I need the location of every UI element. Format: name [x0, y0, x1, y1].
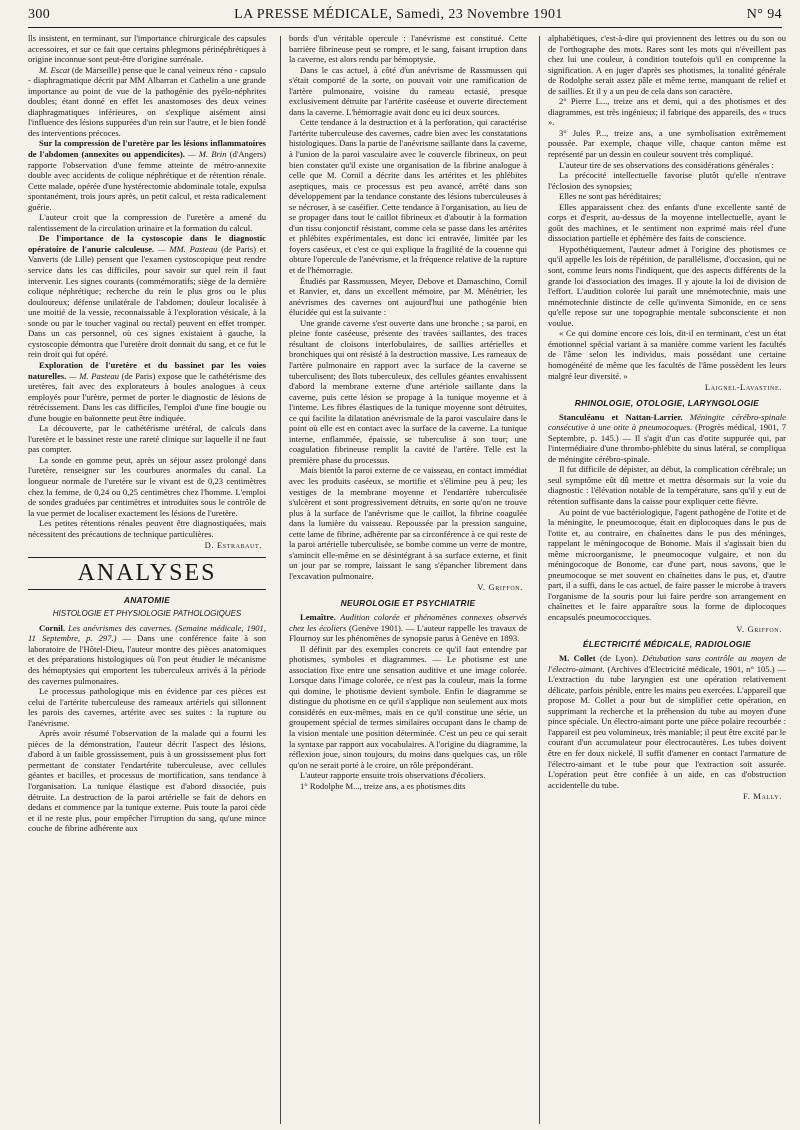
column-right — [548, 33, 786, 1125]
paragraph: Dans le cas actuel, à côté d'un anévrisme de Rassmussen qui s'était comporté de la sorte, on pouvait voir une ramification de l'artère pulmonaire, voisine du rameau ectasié, presque exclusivement détruite par l'artérite caséeuse et ouverte directement dans la caverne. L'hémorragie avait donc eu ici deux sources. — [289, 64, 527, 117]
signature: Laignel-Lavastine. — [704, 382, 782, 393]
paragraph: « Ce qui domine encore ces lois, dit-il en terminant, c'est un état émotionnel spécial variant à sa manière comme varient les facultés de l'âme selon les individus, mais possédant une certaine homogénéité de même que les facultés de l'âme possèdent les leurs malgré leur diversité. » — [548, 328, 786, 381]
paragraph-text: (de Paris) expose que le cathétérisme des uretères, fait avec des explorateurs à boules analogues à ceux employés pour l'urètre, permet de porter le diagnostic de lésions de rétrécissement. Dans les cas difficiles, l'emploi d'une fine bougie ou d'une bougie en baïonnette peut être indiquée. — [28, 370, 266, 423]
author-city: (de Lyon). — [599, 653, 638, 664]
paragraph — [548, 412, 786, 465]
author-name: — M. Brin — [188, 149, 227, 160]
paragraph: Hypothétiquement, l'auteur admet à l'origine des photismes ce qu'il appelle les lois de répétition, de parallélisme, d'occasion, qui ne sont, comme leurs noms l'indiquent, que des aspects différents de la grande loi d'association des images. Il y ajoute la loi de division de l'effort. L'audition colorée lui paraît une mnémotechnie, mais une mnémotechnie distincte de celle qu'inventa Simonide, en ce sens qu'elle repose sur une topographie mentale subconsciente et non voulue. — [548, 243, 786, 328]
author-name: Stanculéanu et Nattan-Larrier. — [559, 411, 683, 422]
paragraph-text: (de Marseille) pense que le canal veineux réno - capsulo - diaphragmatique décrit par MM Albarran et Cathelin a une grande importance au point de vue de la pathogénie des pyélo-néphrites doubles; étant donné en effet les anastomoses des deux veines diaphragmatiques inférieures, on s'explique aisément ainsi l'influence des lésions suppurées d'un rein sur l'autre, et le bien fondé des interventions précoces. — [28, 64, 266, 138]
paragraph: alphabétiques, c'est-à-dire qui proviennent des lettres ou du son ou de l'orthographe des mots. Rares sont les mots qui n'éveillent pas chez lui une couleur, à condition toutefois qu'il en comprenne la signification. A en juger d'après ses photismes, la tonalité générale de Rodolphe serait assez pâle et même terne, manquant de relief et de saillies. Et il y a un peu de cela dans son caractère. — [548, 33, 786, 96]
communication-title: Sur la compression de l'uretère par les lésions inflammatoires de l'abdomen (annexites ou appendicites). — [28, 138, 266, 160]
author-name: — MM. Pasteau — [157, 243, 218, 254]
signature: V. Griffon. — [477, 582, 523, 593]
article-title: Détubation sans contrôle au moyen de l'électro-aimant. — [548, 653, 786, 674]
paragraph: bords d'un véritable opercule : l'anévrisme est constitué. Cette barrière fibrineuse peut se rompre, et le sang, faisant irruption dans la caverne, est alors rendu par hémoptysie. — [289, 33, 527, 65]
paragraph: Elles ne sont pas héréditaires; — [559, 191, 662, 202]
paragraph: lls insistent, en terminant, sur l'importance chirurgicale des capsules accessoires, et sur ce fait que certains phlegmons périnéphrétiques à origine inconnue sont peut-être d'origine surrénale. — [28, 33, 266, 65]
page-header — [28, 4, 782, 26]
paragraph: Les petites rétentions rénales peuvent être diagnostiquées, mais nécessitent des précautions de technique particulières. — [28, 518, 266, 539]
article-title: Les anévrismes des cavernes. (Semaine médicale, 1901, 11 Septembre, p. 297.) — [28, 622, 266, 644]
section-heading: RHINOLOGIE, OTOLOGIE, LARYNGOLOGIE — [574, 397, 760, 408]
paragraph-text: (Progrès médical, 1901, 7 Septembre, p. 145.) — Il s'agit d'un cas d'otite suppurée qui, par l'intermédiaire d'une thrombo-phlébite du sinus latéral, se compliqua de méningite cérébro-spinale. — [548, 422, 786, 464]
paragraph: 2° Pierre L..., treize ans et demi, qui a des photismes et des diagrammes, est très ingénieux; il fabrique des appareils, des « trucs ». — [548, 96, 786, 128]
paragraph: Une grande caverne s'est ouverte dans une bronche ; sa paroi, en pleine fonte caséeuse, présente des travées saillantes, des traces résultant de cloisons interlobulaires, de saillies artérielles et bronchiques qui ont résisté à la destruction massive. Les rameaux de l'artère pulmonaire en rapport avec la surface de la caverne se tuberculisent; des îlots tuberculeux, des cellules géantes envahissent d'abord la membrane externe d'une artériole saillante dans la caverne, puis cette lésion se propage à la tunique moyenne et à l'interne. Les fibres élastiques de la tunique moyenne sont détruites, ce qui facilite la dilatation anévrismale de la paroi vasculaire dans le point où elle est en contact avec la surface de la caverne. La tunique interne, enflammée, épaissie, se tuberculise à son tour; une coagulation fibrineuse remplit la cavité de l'artère. Telle est la première phase du processus. — [289, 317, 527, 465]
paragraph: 3° Jules P..., treize ans, a une symbolisation extrêmement poussée. Par exemple, chaque ville, chaque canton même est représenté par un dessin en couleur souvent très compliqué. — [548, 127, 786, 160]
signature: F. Mally. — [743, 791, 782, 802]
paragraph: Après avoir résumé l'observation de la malade qui a fourni les pièces de la démonstration, l'auteur décrit l'aspect des lésions, d'abord à un faible grossissement, puis à un grossissement plus fort permettant de constater l'endartérite tuberculeuse, avec cellules géantes et bacilles, et processus de mortification, sans tendance à l'organisation. La tunique élastique est d'abord dissociée, puis détruite. La destruction de la paroi artérielle se fait de dehors en dedans et commence par la tunique externe. Puis toute la paroi cède et il ne reste plus, pour empêcher l'irruption du sang, qu'une mince couche de fibrine adhérente aux — [28, 728, 266, 834]
paragraph-text: (Archives d'Electricité médicale, 1901, n° 105.) — L'extraction du tube laryngien est une opération relativement délicate, parfois pénible, entre les mains peu exercées. L'appareil que propose M. Collet a pour but de simplifier cette opération, en supprimant la recherche et la préhension du tube au moyen d'une pince spéciale. Un électro-aimant porte une pièce polaire recourbée : l'appareil est peu volumineux, très maniable; il peut être excité par le courant d'un accumulateur pour électrocautères. Les tubes doivent être en fer doux nickelé. Il suffit d'amener en contact l'armature de l'électro-aimant et le tube pour que l'extraction soit assurée. L'opération peut être confiée à un aide, en cas d'obstruction accidentelle du tube. — [548, 663, 786, 790]
author-name: M. Escat — [39, 64, 70, 75]
column-divider — [539, 36, 540, 1124]
paragraph: Cette tendance à la destruction et à la perforation, qui caractérise l'artérite tuberculeuse des cavernes, cadre bien avec les constatations histologiques. Dans la partie de l'anévrisme saillante dans la caverne, à l'union de la paroi vasculaire avec le couvercle fibrineux, on peut bien constater qu'il existe une organisation de la fibrine analogue à celle que M. Cornil a décrite dans les artérites et les phlébites aseptiques, mais ce processus est peu avancé, arrêté dans son développement par la tendance constante des lésions tuberculeuses à se nécroser, à se caséifier. Cette tendance à l'organisation, au lieu de se propager dans tout le caillot fibrineux et d'aboutir à la formation d'un tissu conjonctif résistant, comme cela se passe dans les artérites et phlébites expérimentales, est donc ici entravée, limitée par les foyers caséeux, et c'est ce qui explique la fragilité de la couenne qui obture l'opercule de l'anévrisme, et la fréquence relative de la rupture et de l'hémorragie. — [289, 117, 527, 276]
section-subheading: HISTOLOGIE ET PHYSIOLOGIE PATHOLOGIQUES — [52, 608, 242, 618]
signature: D. Estrabaut. — [204, 540, 262, 551]
paragraph — [28, 138, 266, 212]
paragraph — [289, 612, 527, 644]
paragraph — [28, 65, 266, 139]
paragraph: Il fut difficile de dépister, au début, la complication cérébrale; un seul symptôme eût dû mettre et mettra désormais sur la voie du diagnostic : l'élévation notable de la température, sans qu'il y eut de rétention suffisante dans la caisse pour expliquer cette fièvre. — [548, 464, 786, 506]
article-title: Méningite cérébro-spinale consécutive à une otite à pneumocoques. — [548, 411, 786, 433]
paragraph: La sonde en gomme peut, après un séjour assez prolongé dans l'uretère, renseigner sur les courbures anormales du canal. La longueur normale de l'uretère sur le vivant est de 0,23 centimètres chez la femme, de 0,24 ou 0,25 centimètres chez l'homme. L'emploi de sondes graduées par centimètres et introduites sous le contrôle de la vue permet de localiser exactement les lésions de l'uretère. — [28, 454, 266, 518]
paragraph — [28, 623, 266, 686]
section-heading: ANATOMIE — [123, 594, 171, 605]
paragraph-text: (d'Angers) rapporte l'observation d'une femme atteinte de métro-annexite double avec accidents de colique néphrétique et de rétention rénale. Cette malade, opérée d'une hystérectomie abdominale totale, expulsa spontanément, trois jours après, un petit calcul, et resta radicalement guérie. — [28, 149, 266, 212]
paragraph-text: (de Paris) et Vanverts (de Lille) pensent que l'examen cystoscopique peut rendre service dans les cas difficiles, pour savoir sur quel rein il faut intervenir. Les signes courants (commémoratifs; siège de la dernière colique néphrétique; recherche du rein le plus gros ou le plus douloureux; défense unilatérale de l'abdomen; douleur localisée à une moitié de la vessie, reconnaissable à l'exploration vésicale, à la sonde ou par le toucher vaginal ou rectal) peuvent en effet tromper. Dans un cas personnel, où ces signes existaient à gauche, la cystoscopie démontra que l'uretère droit donnait du sang, et ce fut le rein droit qui fut opéré. — [28, 243, 266, 360]
paragraph: Elles apparaissent chez des enfants d'une excellente santé de corps et d'esprit, au-dessus de la moyenne intellectuelle, ayant le goût des machines, et le sentiment non exprimé mais réel d'une dissociation partielle et éphémère des faits de conscience. — [548, 201, 786, 244]
article-title: Audition colorée et phénomènes connexes observés chez les écoliers — [289, 611, 527, 633]
paragraph: 1° Rodolphe M..., treize ans, a es photismes dits — [300, 780, 466, 791]
column-left — [28, 33, 266, 1125]
signature: V. Griffon. — [736, 623, 782, 634]
author-name: Cornil. — [39, 622, 66, 633]
column-middle — [289, 33, 527, 1125]
section-heading: NEUROLOGIE ET PSYCHIATRIE — [340, 597, 476, 608]
paragraph: Au point de vue bactériologique, l'agent pathogène de l'otite et de la méningite, le pneumocoque, était en diplocoques dans le pus de l'otite et, au contraire, en chaînettes dans le pus des méninges, rappelant le méningocoque de Bonome. Mais il s'agissait bien du même microorganisme, le pneumocoque vulgaire, et non du méningocoque de Bonome, car d'une part, nous savons, que le pneumocoque se met souvent en chaînettes dans le pus, et, d'autre part, il a suffi, dans le cas actuel, de faire passer le microbe à travers l'organisme de la souris pour lui faire perdre son arrangement en chaînettes et le faire apparaître sous la forme de diplocoques encapsulés pneumococciques. — [548, 506, 786, 622]
paragraph: Mais bientôt la paroi externe de ce vaisseau, en contact immédiat avec les produits caséeux, se mortifie et s'élimine peu à peu; les vestiges de la membrane moyenne et l'endartère tuberculisée s'ulcèrent et sont progressivement détruits, en sorte qu'on ne trouve plus à la surface de l'anévrisme que le caillot, la fibrine coagulée dans la lumière du vaisseau. Repoussée par la pression sanguine, cette lame de fibrine, adhérente par sa circonférence à ce qui reste de la paroi artérielle tuberculisée, se bombe comme un verre de montre, s'amincit elle-même en se désintégrant à sa surface externe, et finit un jour par se rompre, laissant le sang s'épancher librement dans l'excavation pulmonaire. — [289, 465, 527, 581]
author-name: Lemaître. — [300, 611, 336, 622]
author-name: — M. Pasteau — [68, 370, 119, 381]
communication-title: Exploration de l'uretère et du bassinet par les voies naturelles. — [28, 359, 266, 381]
paragraph — [548, 653, 786, 790]
paragraph: La découverte, par le cathétérisme urétéral, de calculs dans l'uretère et le bassinet reste une rareté clinique sur laquelle il ne faut pas compter. — [28, 423, 266, 455]
paragraph: Étudiés par Rassmussen, Meyer, Debove et Damaschino, Cornil et Ranvier, et, dans un excellent mémoire, par M. Ménétrier, les anévrismes des cavernes ont aujourd'hui une pathogénie bien élucidée qui est la suivante : — [289, 275, 527, 318]
section-banner: ANALYSES — [28, 557, 266, 590]
paragraph: Il définit par des exemples concrets ce qu'il faut entendre par photismes, symboles et diagrammes. — Le photisme est une association fixe entre une sensation auditive et une image colorée. Lorsque dans l'image colorée, ce n'est pas la couleur, mais la forme qui domine, le photisme devient symbole. Enfin le diagramme se distingue du photisme en ce qu'il s'applique non seulement aux mots considérés en eux-mêmes, mais en ce qu'il constitue une série, un groupement spécial de termes similaires occupant dans le champ de la vision mentale une position déterminée. C'est un peu ce qui serait la syntaxe par rapport aux vocabulaires. A l'origine du diagramme, la réflexion joue, sinon toujours, du moins dans quelques cas, un rôle qu'on ne serait porté à le croire, un rôle prépondérant. — [289, 643, 527, 770]
author-name: M. Collet — [559, 653, 596, 664]
paragraph: L'auteur tire de ses observations des considérations générales : — [559, 159, 774, 170]
paragraph: L'auteur croit que la compression de l'uretère a amené du ralentissement de la circulation urinaire et la formation du calcul. — [28, 212, 266, 233]
section-heading: ÉLECTRICITÉ MÉDICALE, RADIOLOGIE — [582, 639, 752, 650]
paragraph: L'auteur rapporte ensuite trois observations d'écoliers. — [300, 770, 486, 781]
page-number: 300 — [28, 7, 51, 22]
paragraph-text: — Dans une conférence faite à son laboratoire de l'Hôtel-Dieu, l'auteur montre des pièces anatomiques et des préparations histologiques où l'on peut étudier le mécanisme des hémoptysies qui emportent les tuberculeux arrivés à la période des cavernes pulmonaires. — [28, 633, 266, 686]
communication-title: De l'importance de la cystoscopie dans le diagnostic opératoire de l'anurie calculeuse. — [28, 233, 266, 254]
paragraph: Le processus pathologique mis en évidence par ces pièces est celui de l'artérite tuberculeuse des rameaux artériels qui sillonnent les parois des cavernes, artérite avec ses suites : la rupture ou l'anévrisme. — [28, 686, 266, 728]
paragraph: La précocité intellectuelle favorise plutôt qu'elle n'entrave l'éclosion des synopsies; — [548, 170, 786, 191]
header-rule — [28, 27, 782, 28]
column-divider — [280, 36, 281, 1124]
journal-title: LA PRESSE MÉDICALE, Samedi, 23 Novembre 1901 — [234, 7, 563, 22]
paragraph-text: (Genève 1901). — L'auteur rappelle les travaux de Flournoy sur les phénomènes de synopsie parus à Genève en 1893. — [289, 622, 527, 644]
paragraph — [28, 360, 266, 423]
issue-number: N° 94 — [746, 7, 782, 22]
paragraph — [28, 233, 266, 360]
